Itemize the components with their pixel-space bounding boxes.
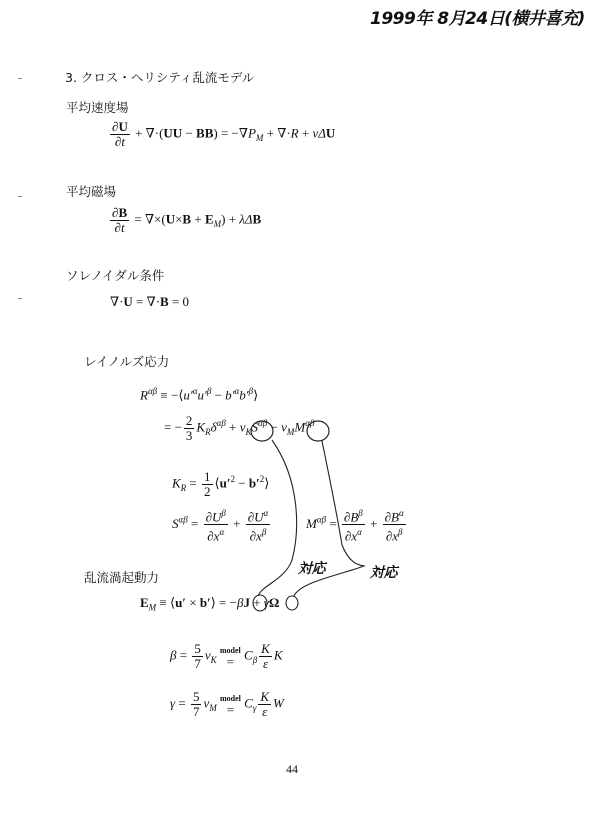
reynolds-heading: レイノルズ応力: [84, 354, 170, 369]
kinetic-residual-energy: $K_R$ = $\frac{1}{2}$ $⟨u'^2$ − $b'^2⟩$: [172, 469, 270, 499]
handwritten-correspond-1: 対応: [298, 561, 325, 577]
solenoidal-equation: ∇·U = ∇·B = 0: [110, 294, 190, 309]
reynolds-stress-definition: $R^{\alpha\beta}$ ≡ $-⟨u'^\alpha u'^\beta$ − $b'^\alpha b'^\beta⟩$: [140, 386, 259, 403]
model-label: model: [220, 693, 241, 703]
circle-beta: [253, 595, 267, 611]
section-title: 3. クロス・ヘリシティ乱流モデル: [65, 70, 255, 85]
circle-nu-k: [251, 421, 273, 441]
emf-heading: 乱流渦起動力: [84, 570, 160, 585]
mean-velocity-heading: 平均速度場: [66, 100, 129, 115]
reynolds-stress-model: = − $\frac{2}{3}$ $K_R\delta^{\alpha\beta} + \nu_KS^{\alpha\beta} - \nu_MM^{\alpha\beta}$: [164, 413, 315, 443]
gamma-model-equation: γ = $\frac{5}{7}$ $\nu_M$ model = $C_\gamma$ $\frac{K}{\varepsilon}$ W: [170, 689, 284, 719]
link-nu-k-beta: [258, 440, 297, 596]
induction-equation: $\frac{\partial B}{\partial t}$ = $\nabla\times(U\times B + E_M) + \lambda\Delta B$: [112, 205, 262, 235]
solenoidal-heading: ソレノイダル条件: [66, 268, 165, 283]
circle-gamma: [286, 596, 298, 610]
emf-equation: $E_M$ ≡ ⟨u′ × b′⟩ = −βJ + γΩ: [140, 595, 280, 613]
beta-model-equation: β = $\frac{5}{7}$ $\nu_K$ model = $C_\beta$ $\frac{K}{\varepsilon}$ K: [170, 641, 283, 671]
magnetic-strain-tensor: $M^{\alpha\beta}$ = $\frac{\partial B^\beta}{\partial x^\alpha}$ + $\frac{\partial B^\alpha}{\partial x^\beta}$: [306, 508, 404, 544]
handwritten-date: 1999年 8月24日(横井喜充): [370, 9, 585, 29]
page-number: 44: [286, 762, 298, 776]
handwritten-correspond-2: 対応: [370, 565, 397, 581]
momentum-equation: $\frac{\partial U}{\partial t}$ + $\nabla\cdot(UU - BB) = -\nabla P_M + \nabla\cdot R + \nu\Delta U$: [112, 119, 336, 149]
strain-rate-tensor: $S^{\alpha\beta}$ = $\frac{\partial U^\beta}{\partial x^\alpha}$ + $\frac{\partial U^\alpha}{\partial x^\beta}$: [172, 508, 269, 544]
model-label: model: [219, 645, 241, 655]
circle-nu-m: [307, 421, 329, 441]
mean-magnetic-heading: 平均磁場: [66, 184, 117, 199]
